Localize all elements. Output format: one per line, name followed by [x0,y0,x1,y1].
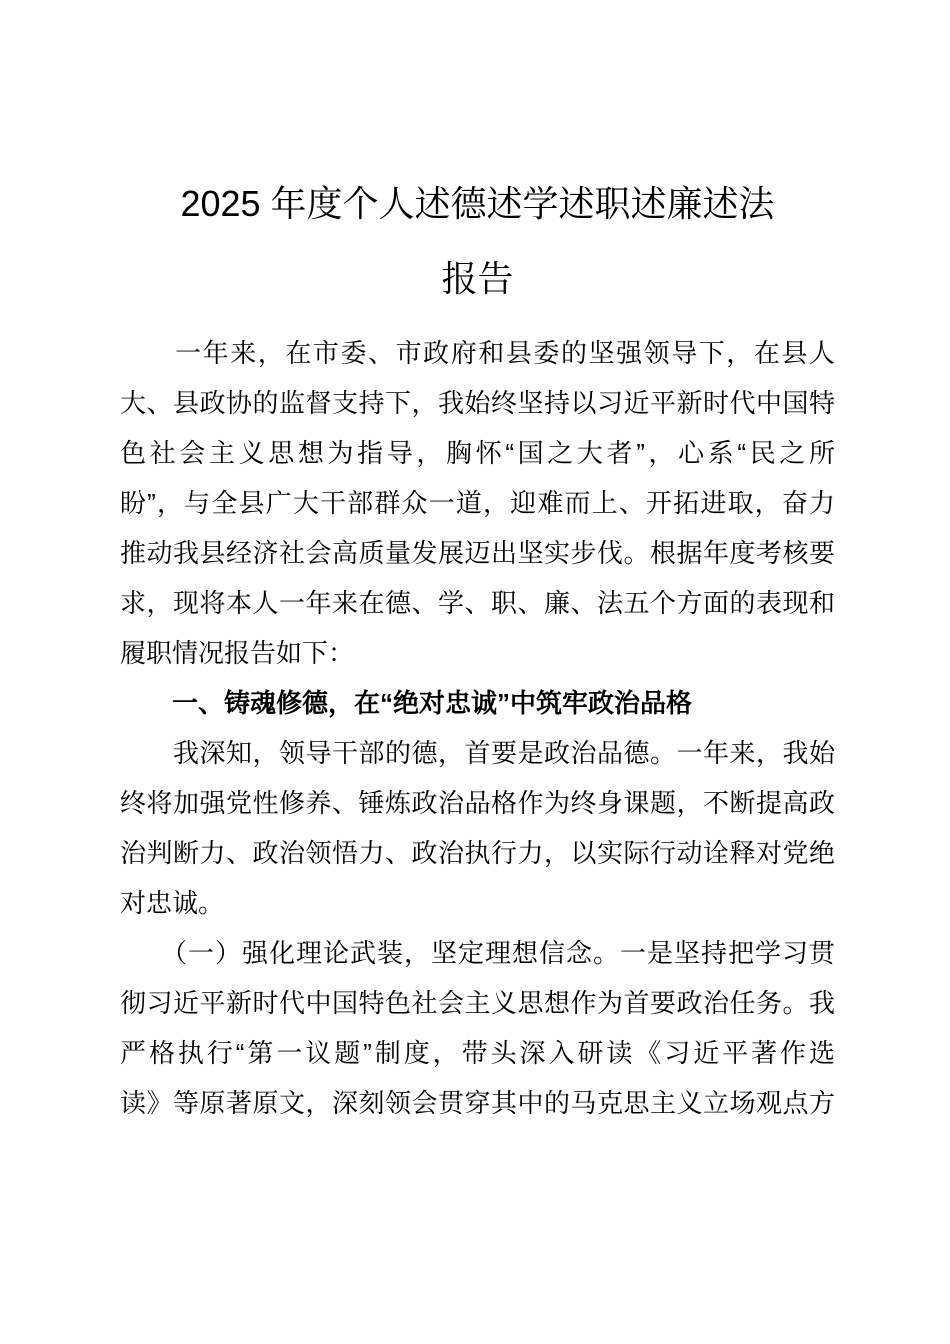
text-line: 对忠诚。 [120,888,225,918]
document-body [120,328,835,1128]
text-line: 读》等原著原文，深刻领会贯穿其中的马克思主义立场观点方 [120,1088,835,1118]
text-line: 彻习近平新时代中国特色社会主义思想作为首要政治任务。我 [120,988,835,1018]
text-line: （一）强化理论武装，坚定理想信念。一是坚持把学习贯 [120,938,835,968]
text-line: 治判断力、政治领悟力、政治执行力，以实际行动诠释对党绝 [120,838,835,868]
section-heading: 一、铸魂修德，在“绝对忠诚”中筑牢政治品格 [120,688,693,718]
text-line: 终将加强党性修养、锤炼政治品格作为终身课题，不断提高政 [120,788,835,818]
text-line: 盼”，与全县广大干部群众一道，迎难而上、开拓进取，奋力 [120,488,835,518]
text-line: 大、县政协的监督支持下，我始终坚持以习近平新时代中国特 [120,388,835,418]
text-line: 严格执行“第一议题”制度，带头深入研读《习近平著作选 [120,1038,835,1068]
text-line: 一年来，在市委、市政府和县委的坚强领导下，在县人 [120,338,835,368]
text-line: 我深知，领导干部的德，首要是政治品德。一年来，我始 [120,738,835,768]
document-title-line-2: 报告 [441,258,514,299]
text-line: 求，现将本人一年来在德、学、职、廉、法五个方面的表现和 [120,588,835,618]
document-title [120,166,835,316]
text-line: 履职情况报告如下： [120,638,355,668]
text-line: 推动我县经济社会高质量发展迈出坚实步伐。根据年度考核要 [120,538,835,568]
document-title-line-1: 2025 年度个人述德述学述职述廉述法 [180,183,775,224]
text-line: 色社会主义思想为指导，胸怀“国之大者”，心系“民之所 [120,438,835,468]
